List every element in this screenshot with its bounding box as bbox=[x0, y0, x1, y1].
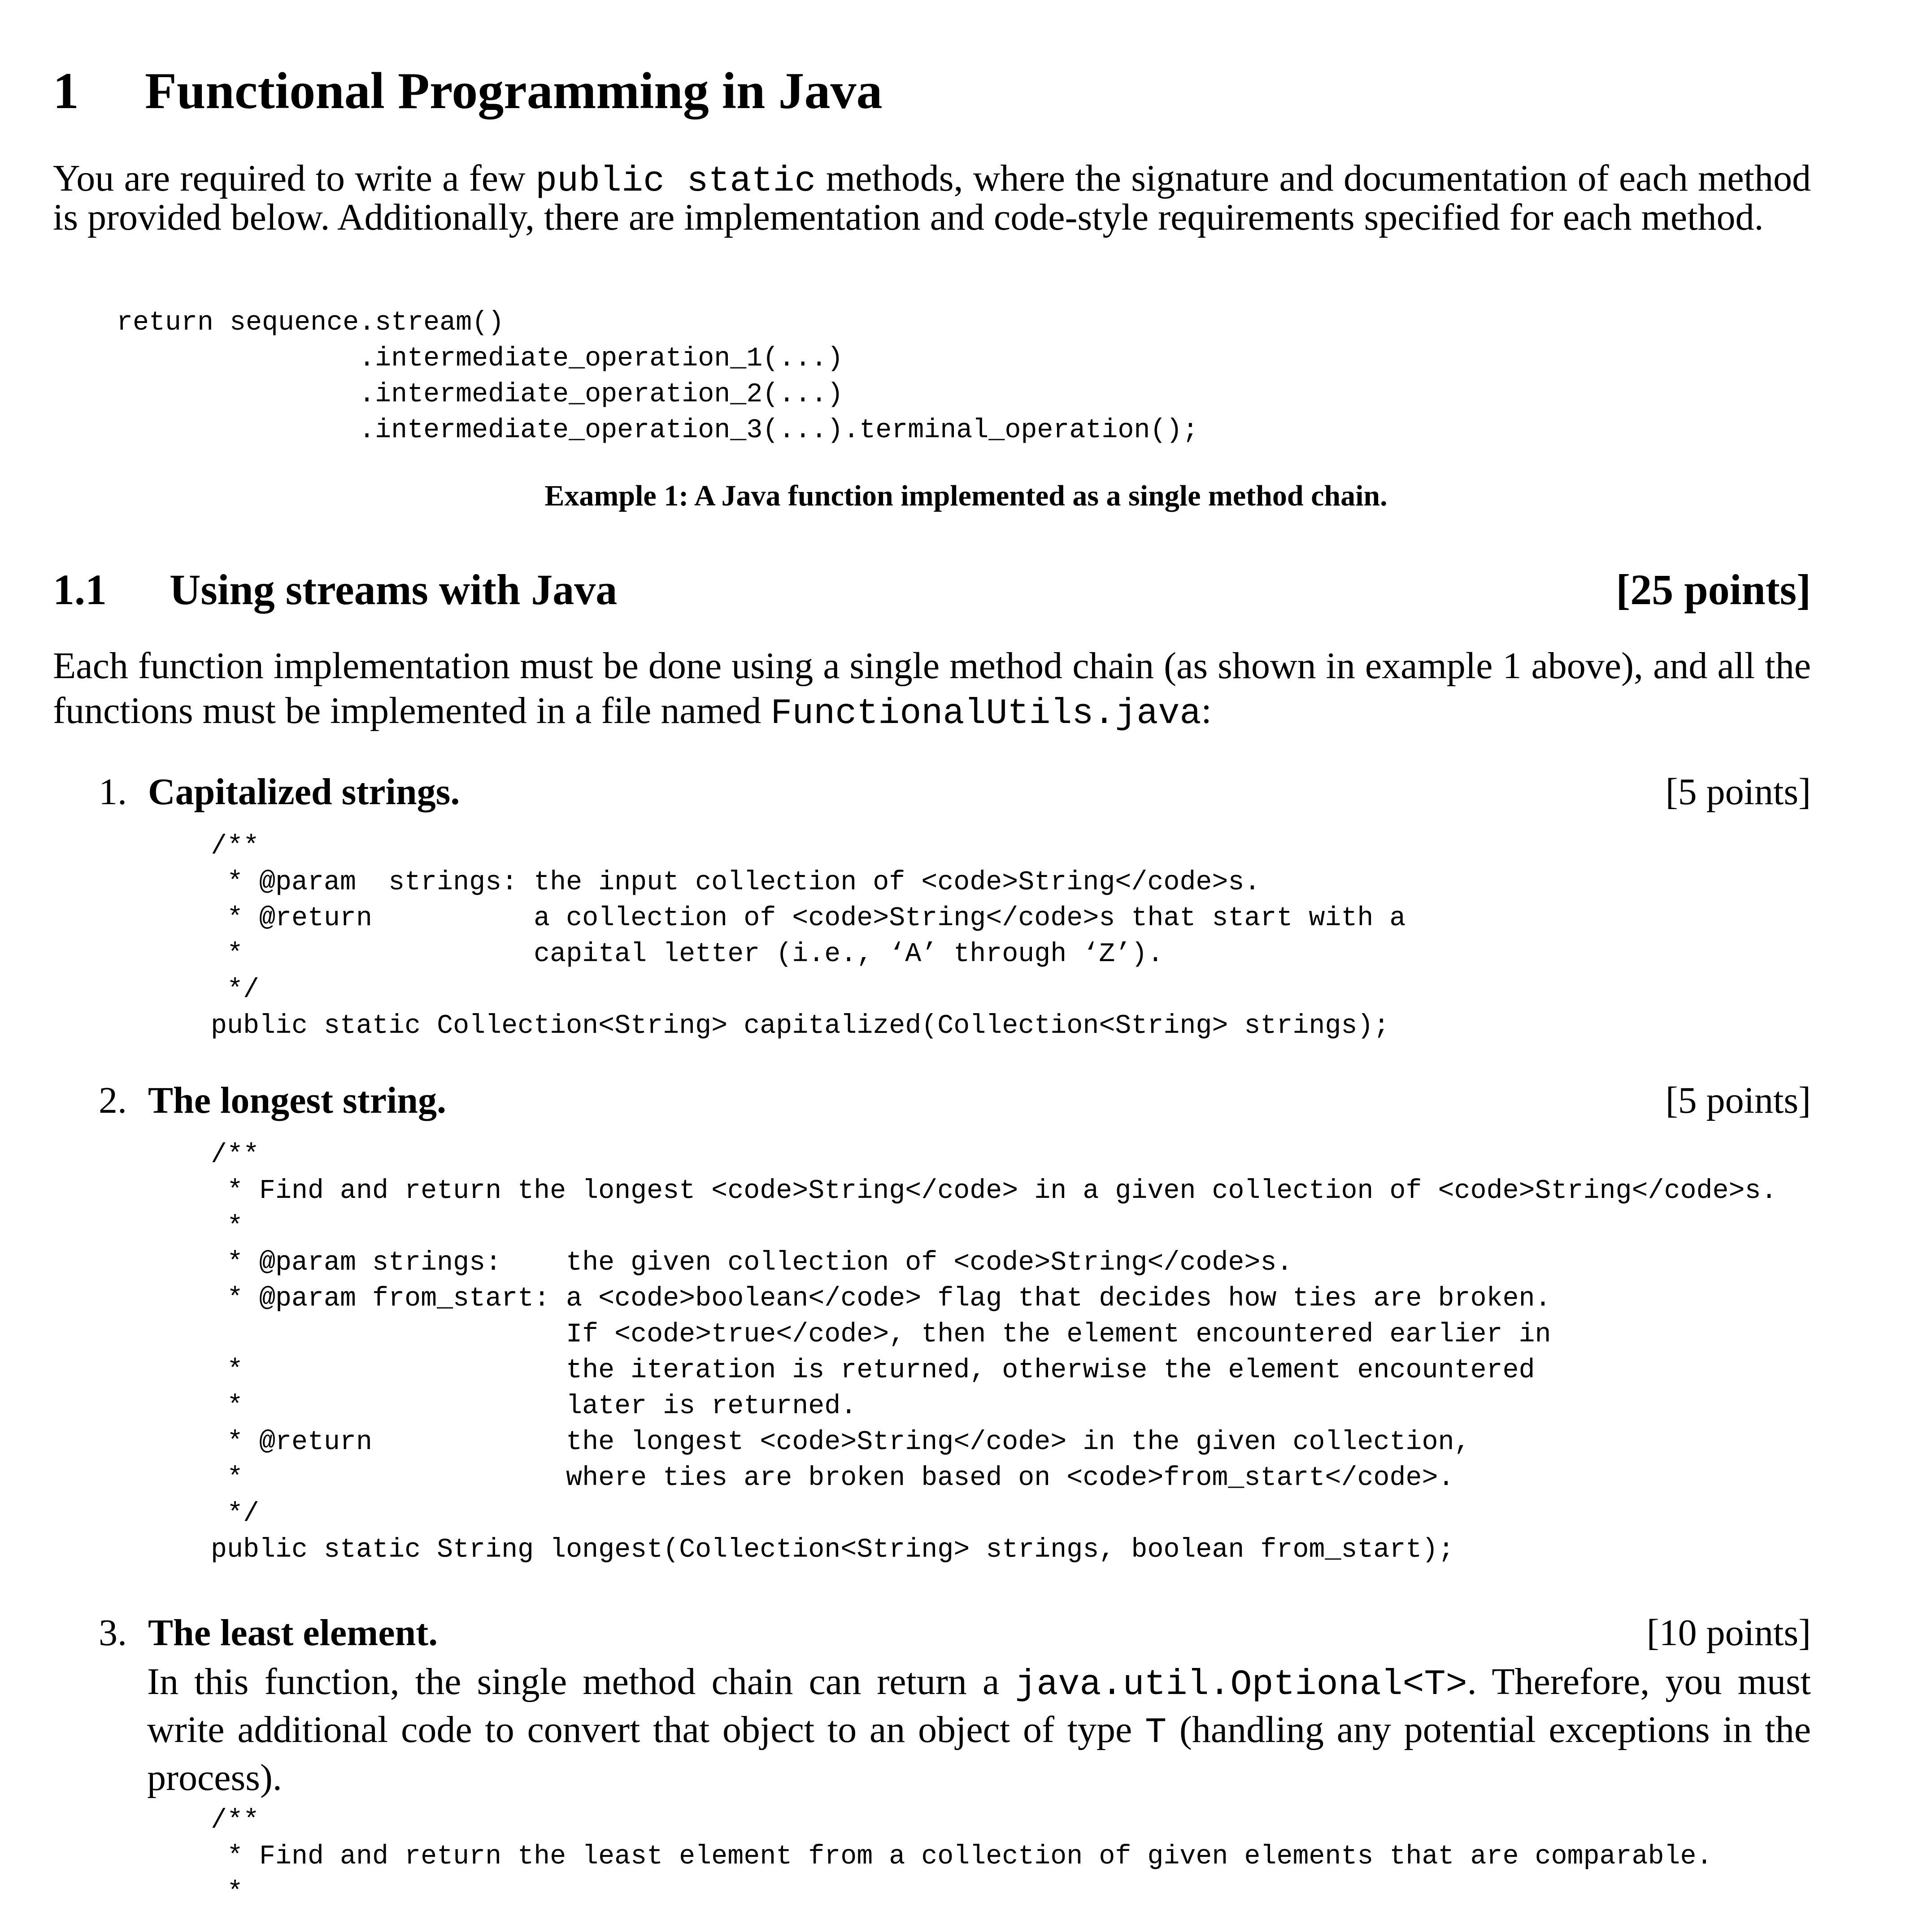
item-title: The longest string. bbox=[148, 1080, 447, 1121]
item-title: The least element. bbox=[148, 1612, 438, 1654]
example-code-block: return sequence.stream() .intermediate_operation_1(...) .intermediate_operation_2(...) .intermediate_operation_3(...).terminal_operation(); bbox=[117, 308, 1199, 446]
item-heading bbox=[99, 771, 1811, 813]
section-heading bbox=[53, 63, 882, 120]
item-code-block: /** * Find and return the least element from a collection of given elements that are comparable. * bbox=[211, 1806, 1713, 1908]
intro-text-1: You are required to write a few bbox=[53, 157, 536, 199]
item-points: [5 points] bbox=[1665, 771, 1811, 813]
subsection-number: 1.1 bbox=[53, 566, 107, 614]
item-title: Capitalized strings. bbox=[148, 771, 460, 813]
subsection-text-2: : bbox=[1201, 690, 1212, 732]
item-number: 3. bbox=[99, 1612, 127, 1654]
item-points: [5 points] bbox=[1665, 1080, 1811, 1121]
intro-code: public static bbox=[535, 161, 816, 202]
subsection-text-1: Each function implementation must be done using a single method chain (as shown in example 1 above), and all the functions must be implemented in a file named bbox=[53, 645, 1811, 732]
item-text-3: (handling any potential exceptions in the process). bbox=[147, 1709, 1811, 1798]
subsection-title: Using streams with Java bbox=[170, 566, 618, 614]
item-code-block: /** * Find and return the longest <code>String</code> in a given collection of <code>String</code>s. * * @param strings: the given collection of <code>String</code>s. * @param from_start: a <code>boolean</code> flag that decides how ties are broken. If <code>true</code>, then the element encountered earlier in * the iteration is returned, otherwise the element encountered * later is returned. * @return the longest <code>String</code> in the given collection, * where ties are broken based on <code>from_start</code>. */ public static String longest(Collection<String> strings, boolean from_start); bbox=[211, 1140, 1777, 1565]
item-points: [10 points] bbox=[1646, 1612, 1811, 1654]
intro-paragraph bbox=[53, 157, 1811, 238]
item-type-code: T bbox=[1145, 1712, 1167, 1753]
subsection-heading bbox=[53, 566, 1811, 614]
item-number: 1. bbox=[99, 771, 127, 813]
item-number: 2. bbox=[99, 1080, 127, 1121]
section-title: Functional Programming in Java bbox=[145, 62, 883, 120]
subsection-points: [25 points] bbox=[1616, 566, 1811, 614]
subsection-filename-code: FunctionalUtils.java bbox=[770, 693, 1201, 734]
item-heading bbox=[99, 1080, 1811, 1121]
item-code-block: /** * @param strings: the input collection of <code>String</code>s. * @return a collection of <code>String</code>s that start with a * capital letter (i.e., ‘A’ through ‘Z’). */ public static Collection<String> capitalized(Collection<String> strings); bbox=[211, 832, 1406, 1041]
item-heading bbox=[99, 1612, 1811, 1654]
example-caption: Example 1: A Java function implemented as a single method chain. bbox=[544, 479, 1388, 512]
subsection-paragraph bbox=[53, 644, 1811, 736]
section-number: 1 bbox=[53, 62, 79, 120]
item-text-1: In this function, the single method chain can return a bbox=[147, 1661, 1015, 1703]
intro-text-2: methods, where the signature and documentation of each method is provided below. Additionally, there are implementation and code-style requirements specified for each method. bbox=[53, 157, 1811, 238]
item-text-2: . Therefore, you must write additional code to convert that object to an object of type bbox=[147, 1661, 1811, 1751]
item-optional-code: java.util.Optional<T> bbox=[1015, 1664, 1467, 1705]
item-paragraph bbox=[147, 1659, 1811, 1800]
